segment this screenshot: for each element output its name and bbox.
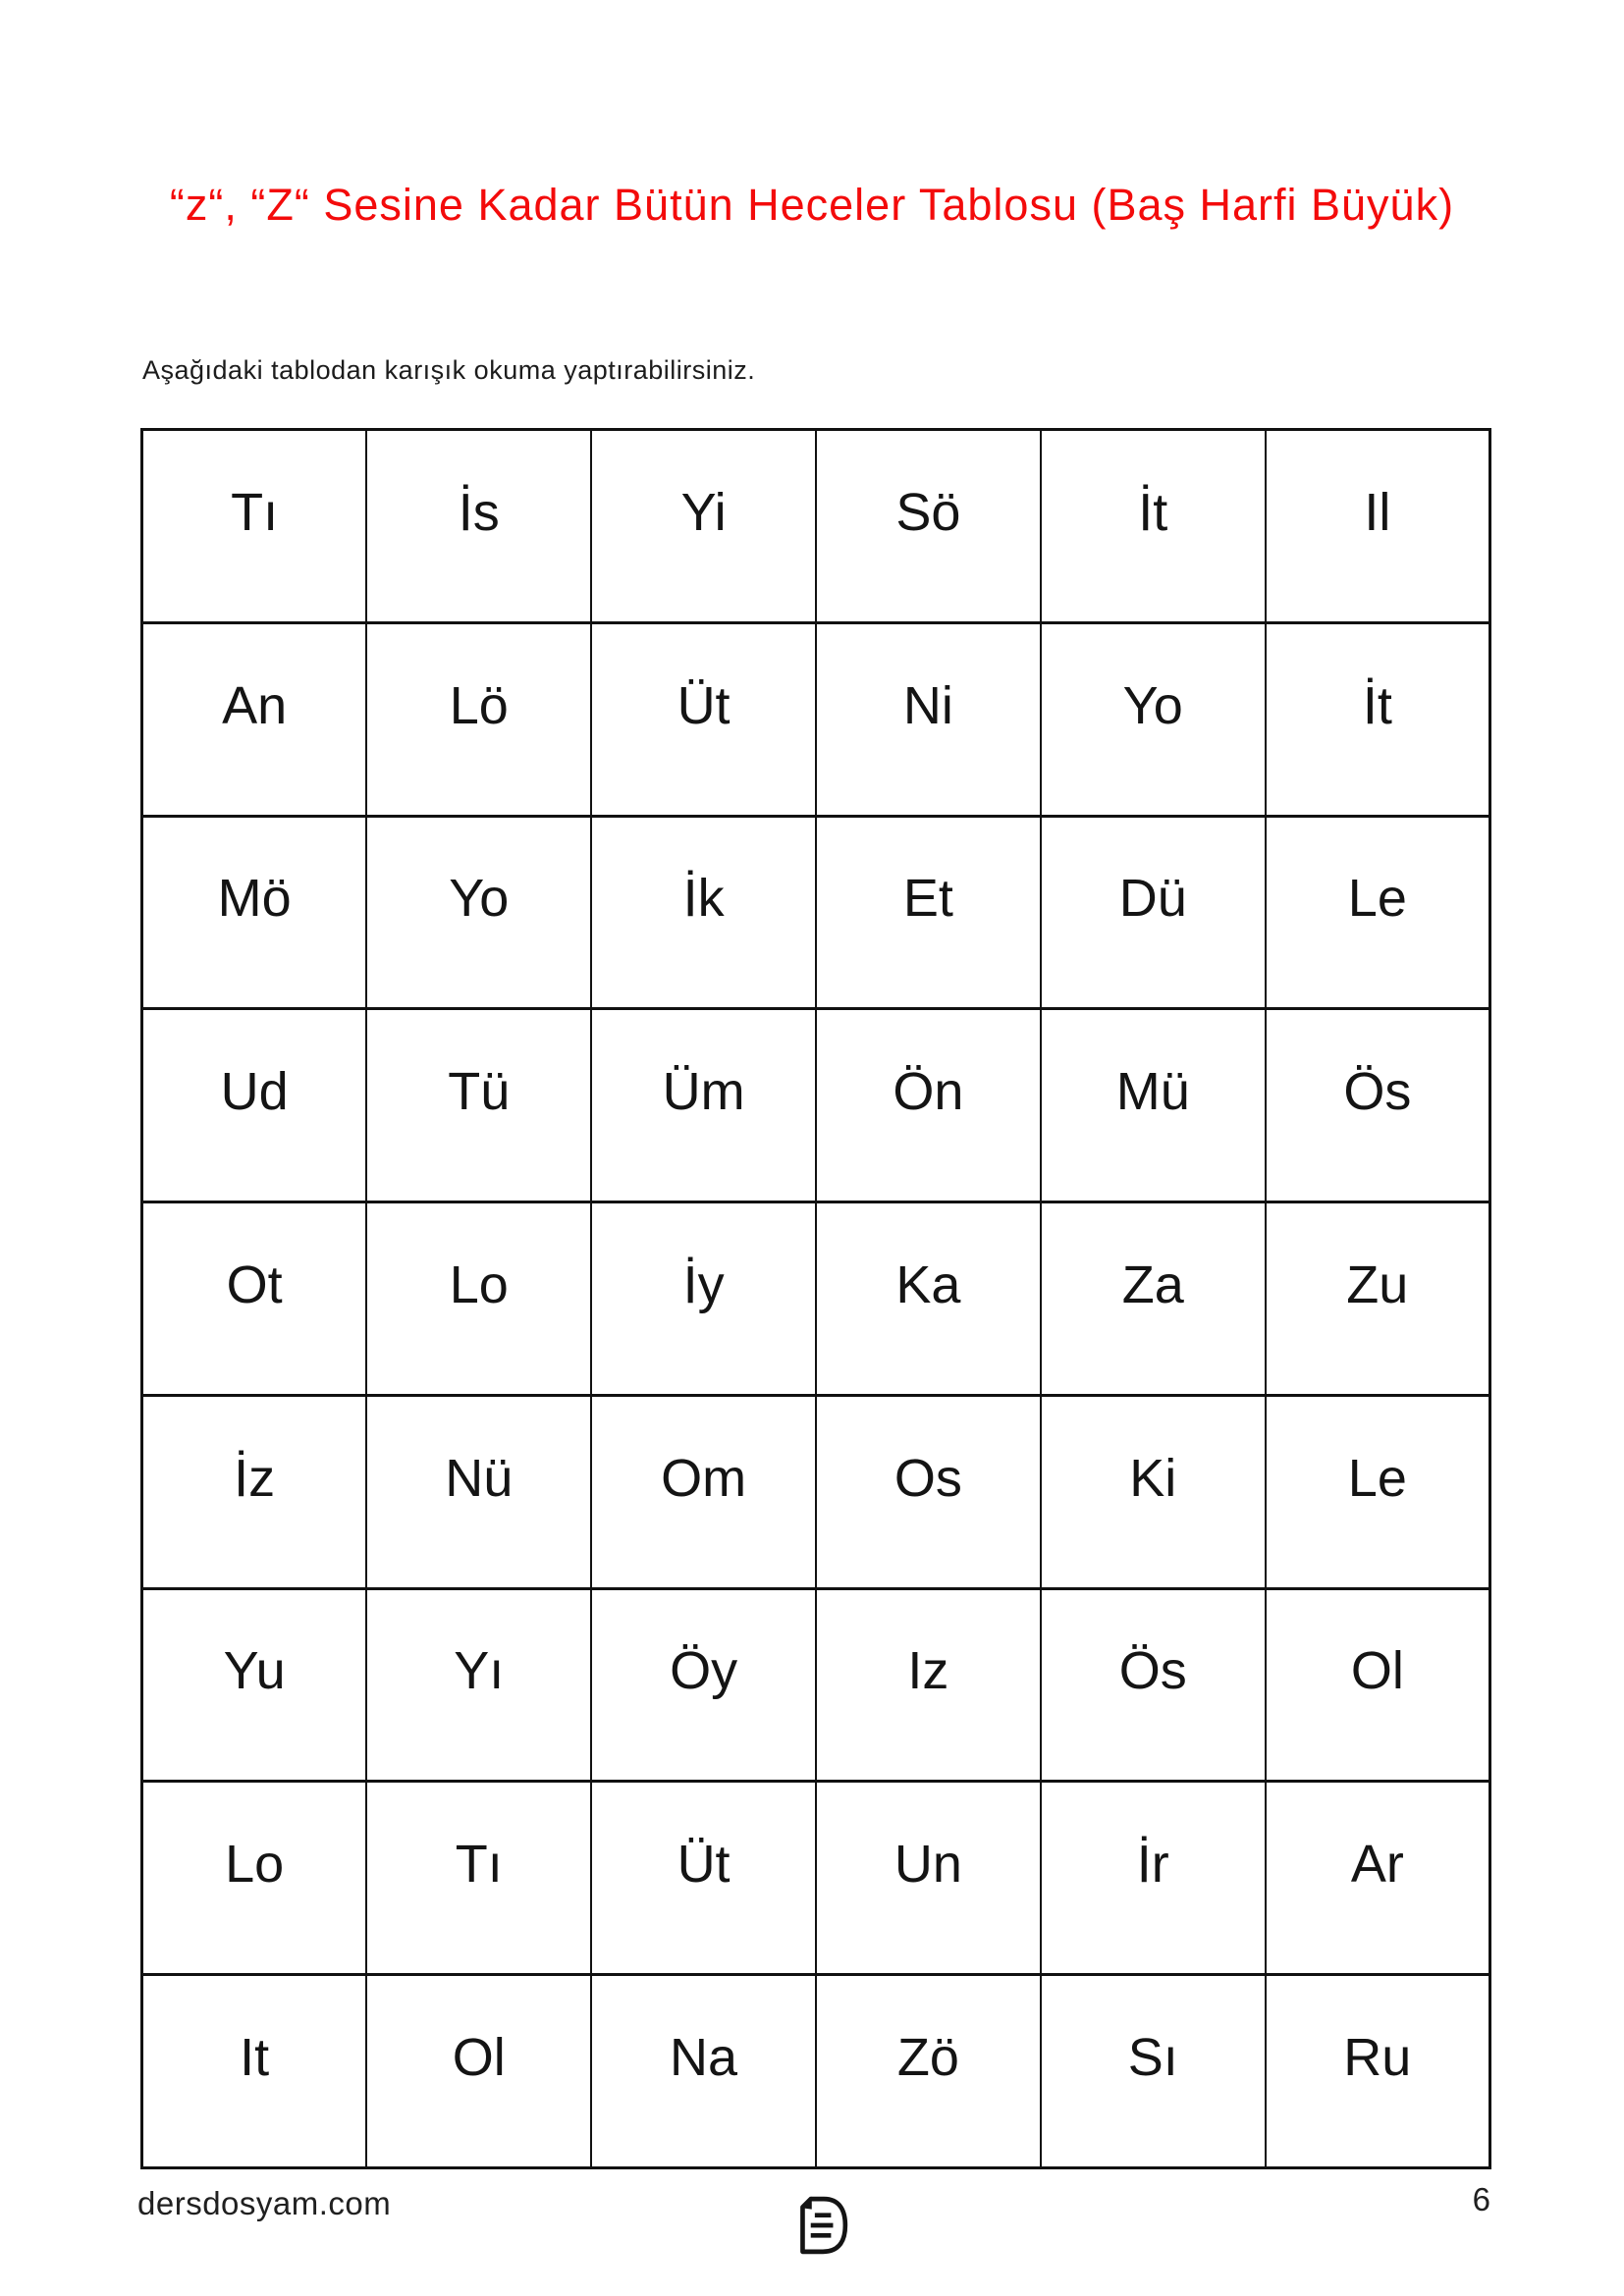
- syllable-cell: Lo: [142, 1782, 367, 1975]
- syllable-cell: Lö: [366, 622, 591, 816]
- syllable-table-body: [142, 430, 1490, 2168]
- syllable-cell: Ka: [816, 1202, 1041, 1396]
- syllable-cell: Yo: [366, 816, 591, 1009]
- syllable-cell: Iz: [816, 1588, 1041, 1782]
- syllable-cell: Üt: [591, 1782, 816, 1975]
- syllable-cell: Yı: [366, 1588, 591, 1782]
- syllable-cell: Mö: [142, 816, 367, 1009]
- syllable-cell: Sö: [816, 430, 1041, 623]
- syllable-cell: Tı: [142, 430, 367, 623]
- table-row: [142, 1009, 1490, 1202]
- syllable-cell: İk: [591, 816, 816, 1009]
- syllable-cell: Tü: [366, 1009, 591, 1202]
- syllable-cell: Ot: [142, 1202, 367, 1396]
- syllable-cell: Ol: [366, 1975, 591, 2168]
- syllable-cell: Mü: [1041, 1009, 1266, 1202]
- syllable-cell: Le: [1266, 1395, 1490, 1588]
- syllable-cell: Ki: [1041, 1395, 1266, 1588]
- syllable-table: [140, 428, 1491, 2169]
- syllable-cell: İz: [142, 1395, 367, 1588]
- syllable-cell: An: [142, 622, 367, 816]
- syllable-cell: Na: [591, 1975, 816, 2168]
- syllable-cell: Yo: [1041, 622, 1266, 816]
- table-row: [142, 1202, 1490, 1396]
- page-title: “z“, “Z“ Sesine Kadar Bütün Heceler Tablosu (Baş Harfi Büyük): [169, 180, 1455, 230]
- syllable-cell: Sı: [1041, 1975, 1266, 2168]
- table-row: [142, 622, 1490, 816]
- syllable-cell: Ru: [1266, 1975, 1490, 2168]
- footer-site-text: dersdosyam.com: [137, 2185, 392, 2221]
- page-number: 6: [1472, 2181, 1490, 2217]
- table-row: [142, 816, 1490, 1009]
- syllable-cell: Üt: [591, 622, 816, 816]
- table-row: [142, 1395, 1490, 1588]
- syllable-cell: İs: [366, 430, 591, 623]
- syllable-cell: Ös: [1041, 1588, 1266, 1782]
- syllable-cell: Lo: [366, 1202, 591, 1396]
- document-icon: [788, 2195, 849, 2256]
- syllable-cell: Yu: [142, 1588, 367, 1782]
- syllable-cell: Le: [1266, 816, 1490, 1009]
- syllable-cell: Zu: [1266, 1202, 1490, 1396]
- syllable-cell: Ön: [816, 1009, 1041, 1202]
- syllable-cell: Ol: [1266, 1588, 1490, 1782]
- table-row: [142, 1782, 1490, 1975]
- syllable-cell: Il: [1266, 430, 1490, 623]
- syllable-cell: İt: [1266, 622, 1490, 816]
- syllable-cell: Ös: [1266, 1009, 1490, 1202]
- syllable-cell: Dü: [1041, 816, 1266, 1009]
- table-row: [142, 1975, 1490, 2168]
- syllable-cell: Ud: [142, 1009, 367, 1202]
- syllable-cell: Nü: [366, 1395, 591, 1588]
- syllable-cell: İt: [1041, 430, 1266, 623]
- instruction-text: Aşağıdaki tablodan karışık okuma yaptırabilirsiniz.: [142, 355, 756, 385]
- syllable-cell: Ar: [1266, 1782, 1490, 1975]
- syllable-cell: It: [142, 1975, 367, 2168]
- syllable-cell: Tı: [366, 1782, 591, 1975]
- syllable-cell: Ni: [816, 622, 1041, 816]
- syllable-cell: Un: [816, 1782, 1041, 1975]
- syllable-cell: İr: [1041, 1782, 1266, 1975]
- syllable-cell: Om: [591, 1395, 816, 1588]
- syllable-cell: Zö: [816, 1975, 1041, 2168]
- syllable-cell: Os: [816, 1395, 1041, 1588]
- syllable-cell: Üm: [591, 1009, 816, 1202]
- syllable-cell: Et: [816, 816, 1041, 1009]
- table-row: [142, 430, 1490, 623]
- syllable-cell: İy: [591, 1202, 816, 1396]
- table-row: [142, 1588, 1490, 1782]
- syllable-cell: Yi: [591, 430, 816, 623]
- syllable-cell: Öy: [591, 1588, 816, 1782]
- syllable-cell: Za: [1041, 1202, 1266, 1396]
